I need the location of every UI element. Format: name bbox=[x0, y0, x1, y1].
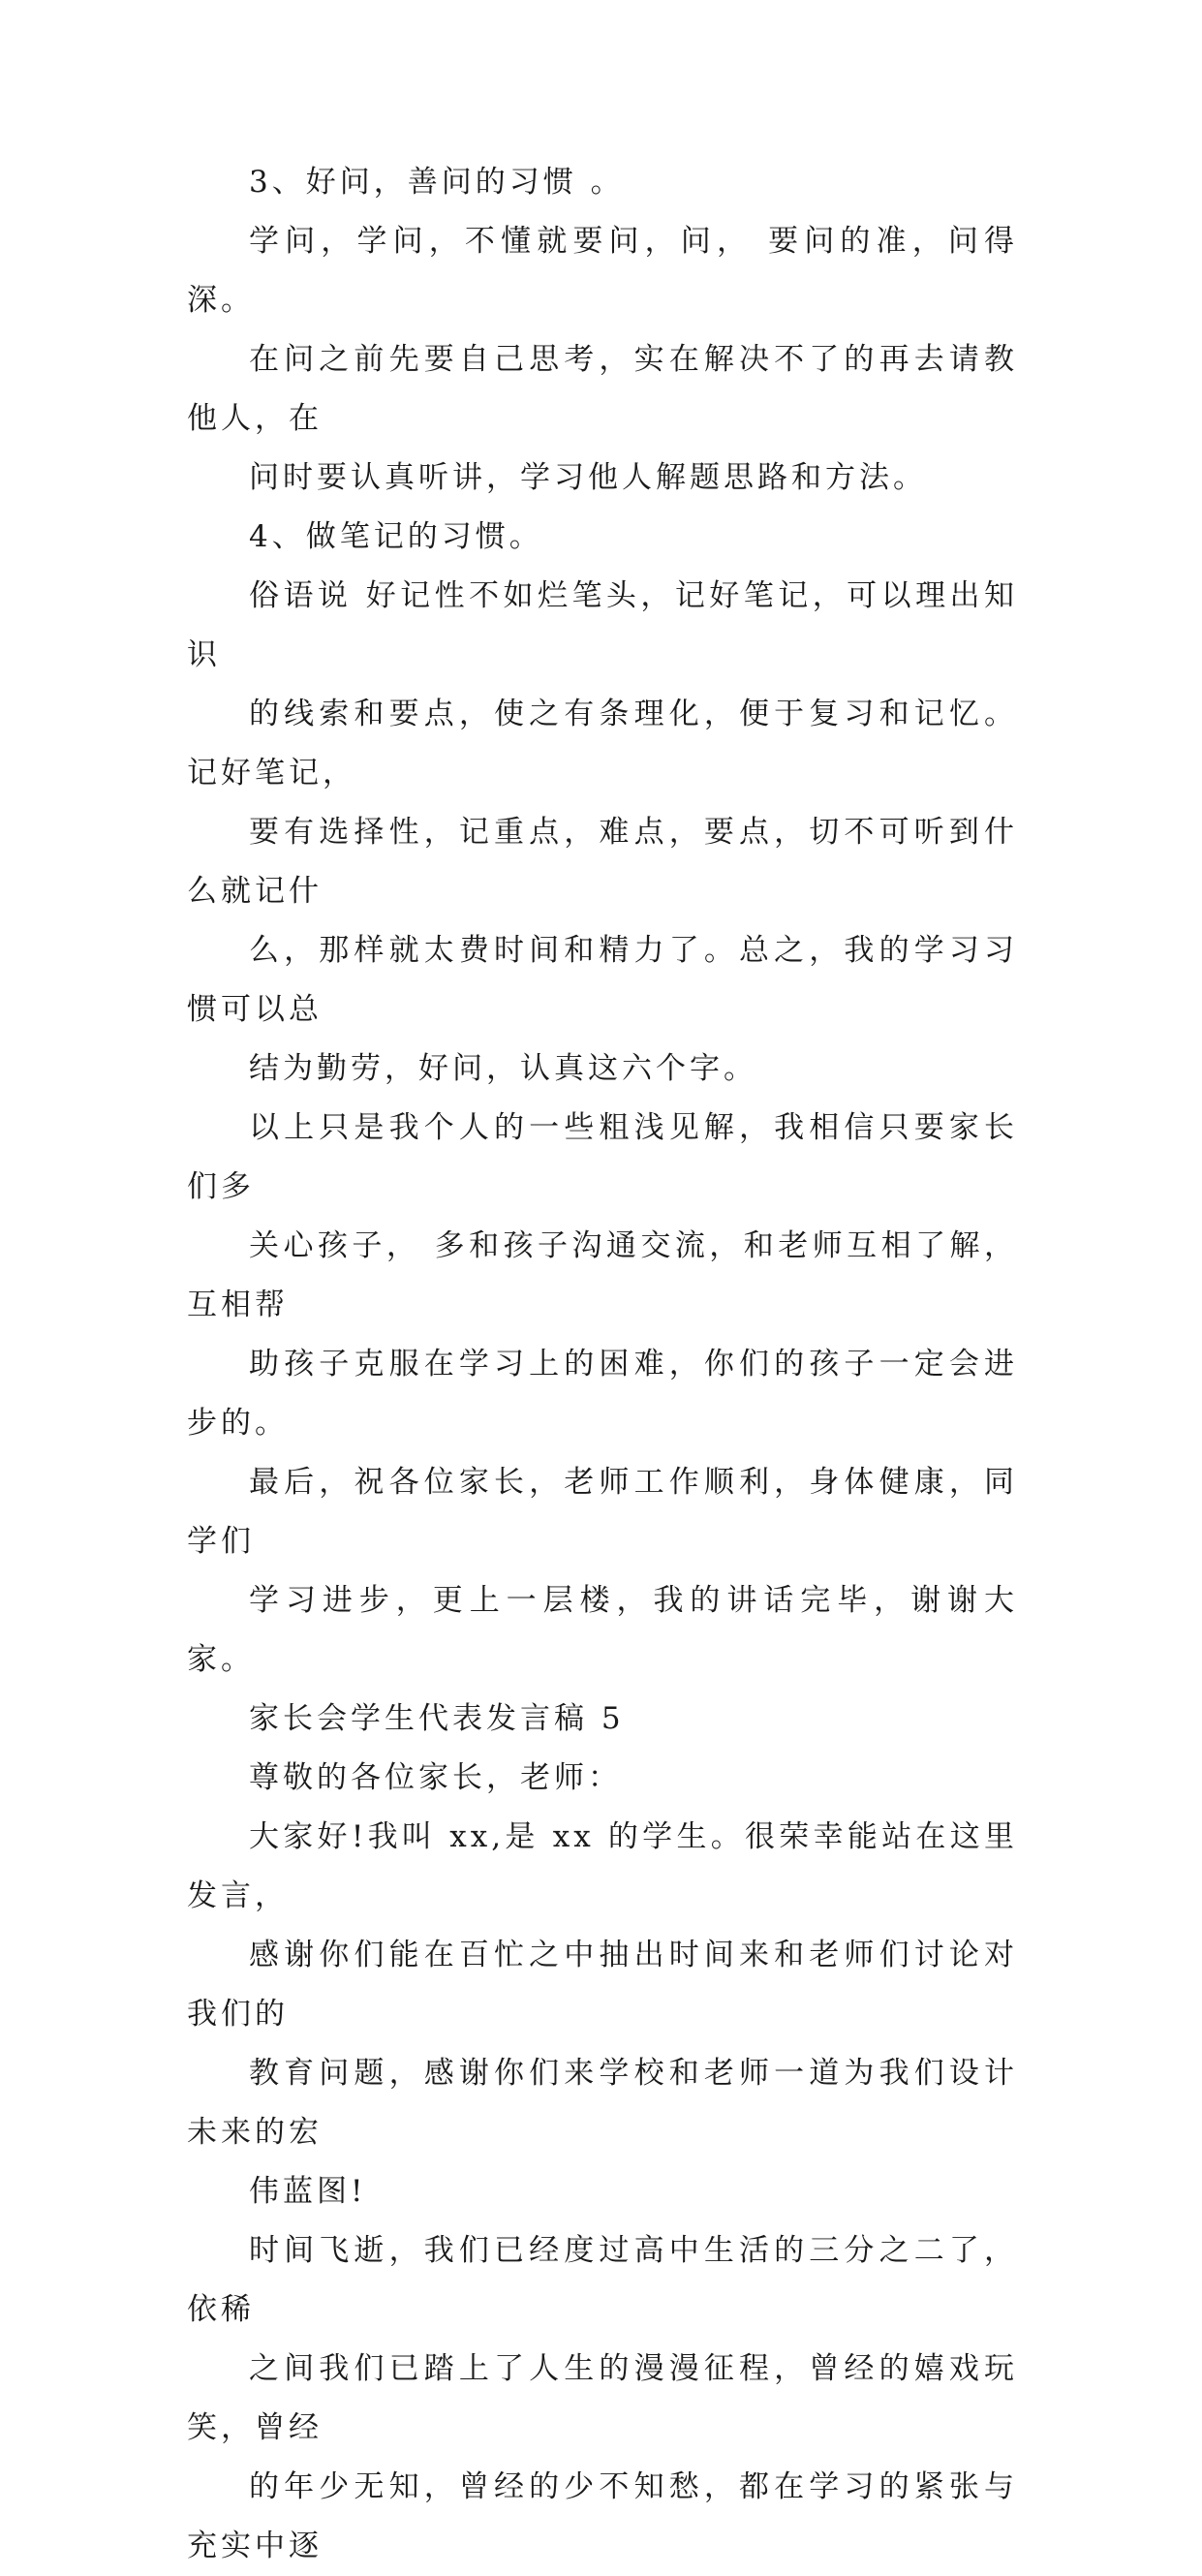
text-line: 伟蓝图! bbox=[249, 2174, 367, 2209]
paragraph-opinion bbox=[187, 1099, 1018, 1453]
text-line: 么，那样就太费时间和精力了。总之，我的学习习惯可以总 bbox=[187, 933, 1018, 1027]
text-line: 4、做笔记的习惯。 bbox=[249, 519, 543, 554]
text-line: 感谢你们能在百忙之中抽出时间来和老师们讨论对我们的 bbox=[187, 1938, 1018, 2032]
text-line: 俗语说 好记性不如烂笔头，记好笔记，可以理出知识 bbox=[187, 578, 1018, 672]
paragraph-closing bbox=[187, 1453, 1018, 1690]
section-title bbox=[187, 1690, 1018, 1749]
text-line: 学问，学问，不懂就要问，问， 要问的准，问得深。 bbox=[187, 224, 1018, 318]
text-line: 尊敬的各位家长，老师： bbox=[249, 1760, 622, 1795]
document-body bbox=[187, 153, 1018, 2576]
text-line: 大家好!我叫 xx,是 xx 的学生。很荣幸能站在这里发言， bbox=[187, 1819, 1018, 1913]
text-line: 学习进步，更上一层楼，我的讲话完毕，谢谢大家。 bbox=[187, 1583, 1018, 1677]
paragraph-habit-3-heading bbox=[187, 153, 1018, 212]
text-line: 在问之前先要自己思考，实在解决不了的再去请教他人，在 bbox=[187, 342, 1018, 436]
paragraph-habit-3-body bbox=[187, 212, 1018, 508]
text-line: 以上只是我个人的一些粗浅见解，我相信只要家长们多 bbox=[187, 1110, 1018, 1204]
text-line: 3、好问，善问的习惯 。 bbox=[249, 165, 625, 200]
salutation bbox=[187, 1749, 1018, 1808]
text-line: 家长会学生代表发言稿 5 bbox=[249, 1701, 625, 1736]
text-line: 助孩子克服在学习上的困难，你们的孩子一定会进步的。 bbox=[187, 1347, 1018, 1441]
text-line: 的年少无知，曾经的少不知愁，都在学习的紧张与充实中逐 bbox=[187, 2469, 1018, 2563]
paragraph-habit-4-heading bbox=[187, 508, 1018, 567]
text-line: 关心孩子， 多和孩子沟通交流，和老师互相了解，互相帮 bbox=[187, 1228, 1018, 1322]
text-line: 教育问题，感谢你们来学校和老师一道为我们设计未来的宏 bbox=[187, 2056, 1018, 2150]
text-line: 最后，祝各位家长，老师工作顺利，身体健康，同学们 bbox=[187, 1465, 1018, 1559]
text-line: 要有选择性，记重点，难点，要点，切不可听到什么就记什 bbox=[187, 815, 1018, 909]
paragraph-time-flies bbox=[187, 2221, 1018, 2576]
paragraph-greeting bbox=[187, 1808, 1018, 2221]
text-line: 的线索和要点，使之有条理化，便于复习和记忆。记好笔记， bbox=[187, 697, 1018, 791]
text-line: 时间飞逝，我们已经度过高中生活的三分之二了，依稀 bbox=[187, 2233, 1018, 2327]
text-line: 问时要认真听讲，学习他人解题思路和方法。 bbox=[249, 460, 927, 495]
text-line: 结为勤劳，好问，认真这六个字。 bbox=[249, 1051, 757, 1086]
text-line: 之间我们已踏上了人生的漫漫征程，曾经的嬉戏玩笑，曾经 bbox=[187, 2351, 1018, 2445]
paragraph-habit-4-body bbox=[187, 567, 1018, 1099]
